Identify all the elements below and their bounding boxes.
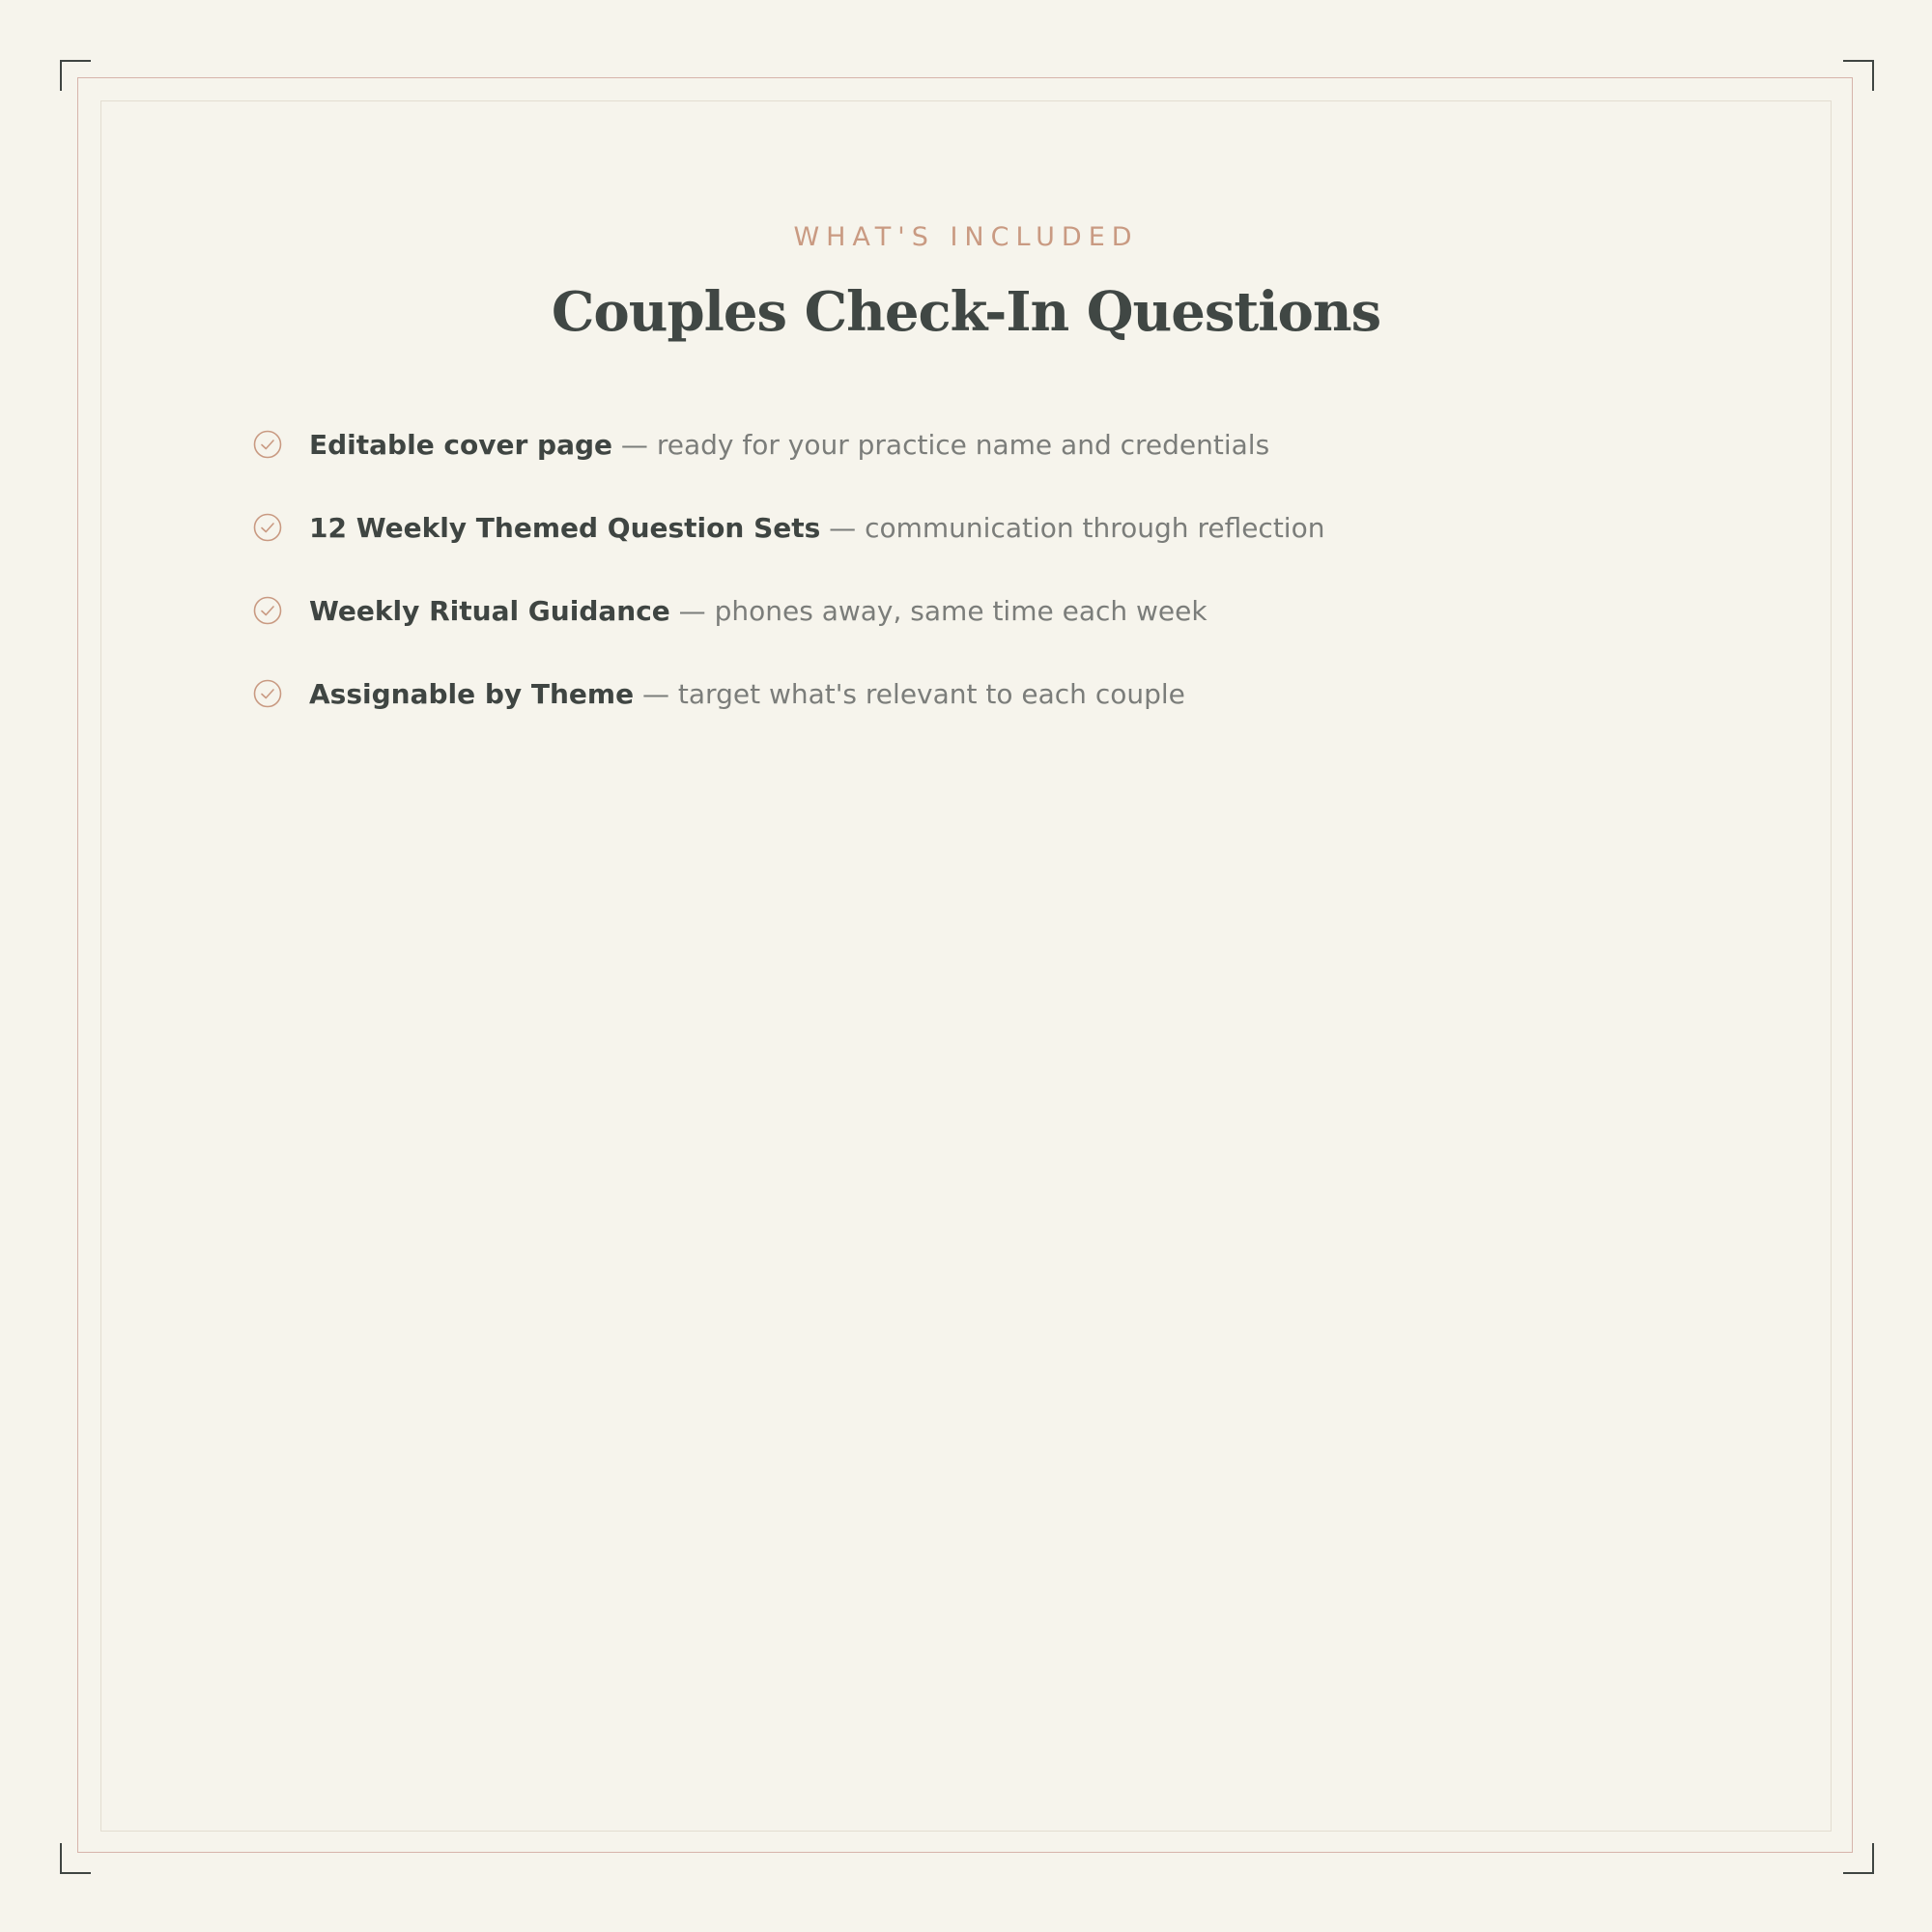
feature-title: Weekly Ritual Guidance bbox=[309, 594, 670, 627]
feature-text bbox=[309, 678, 1185, 710]
check-circle-icon bbox=[253, 513, 282, 542]
feature-description: target what's relevant to each couple bbox=[677, 677, 1185, 710]
feature-description: ready for your practice name and credentials bbox=[656, 428, 1270, 461]
inner-frame bbox=[100, 100, 1832, 1832]
check-circle-icon bbox=[253, 679, 282, 708]
feature-description: phones away, same time each week bbox=[714, 594, 1208, 627]
feature-list bbox=[253, 415, 1702, 748]
feature-text bbox=[309, 429, 1269, 461]
feature-description: communication through reflection bbox=[865, 511, 1325, 544]
feature-separator: — bbox=[820, 511, 866, 544]
feature-separator: — bbox=[634, 677, 678, 710]
check-circle-icon bbox=[253, 596, 282, 625]
feature-item bbox=[253, 498, 1702, 556]
feature-item bbox=[253, 582, 1702, 639]
feature-title: Assignable by Theme bbox=[309, 677, 635, 710]
feature-separator: — bbox=[612, 428, 657, 461]
feature-title: Editable cover page bbox=[309, 428, 613, 461]
feature-text bbox=[309, 595, 1208, 627]
feature-title: 12 Weekly Themed Question Sets bbox=[309, 511, 821, 544]
section-eyebrow: WHAT'S INCLUDED bbox=[793, 222, 1139, 252]
page-title: Couples Check-In Questions bbox=[551, 280, 1381, 344]
check-circle-icon bbox=[253, 430, 282, 459]
feature-text bbox=[309, 512, 1324, 544]
feature-separator: — bbox=[669, 594, 715, 627]
feature-item bbox=[253, 665, 1702, 723]
feature-item bbox=[253, 415, 1702, 473]
